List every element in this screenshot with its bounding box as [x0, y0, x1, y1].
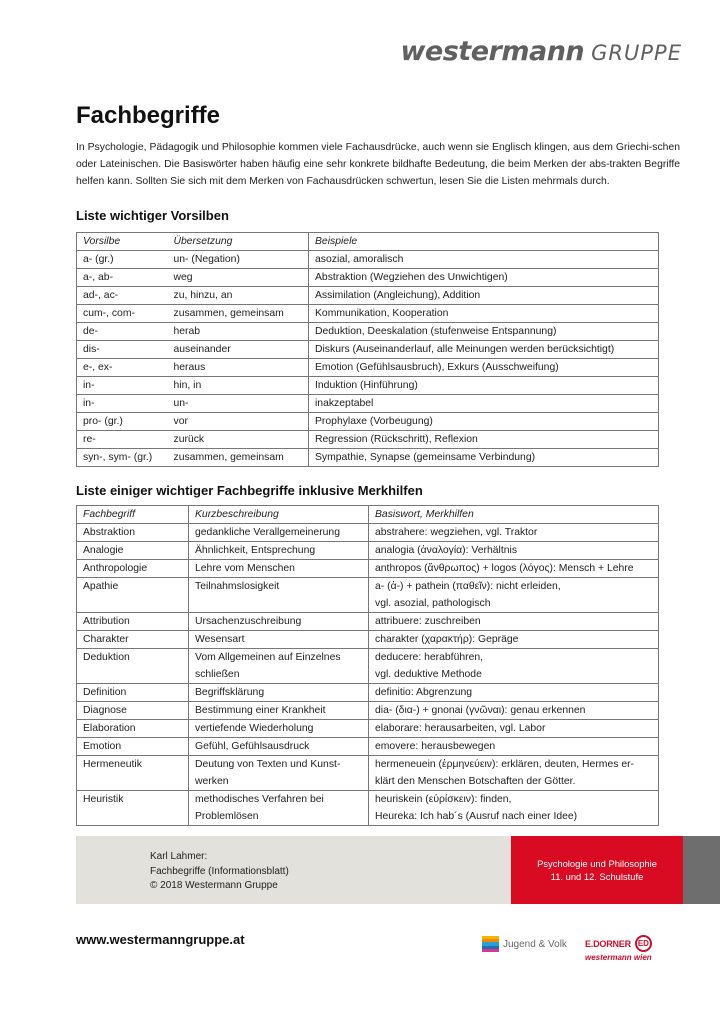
- term-cell: Diagnose: [77, 702, 189, 720]
- jugend-volk-text: Jugend & Volk: [503, 938, 567, 950]
- column-header: Beispiele: [309, 233, 659, 251]
- base-word-cell: [369, 613, 659, 631]
- description-cell-line: gedankliche Verallgemeinerung: [195, 527, 340, 538]
- base-word-cell: [369, 791, 659, 826]
- table-row: [77, 359, 659, 377]
- description-cell: [189, 791, 369, 826]
- base-word-cell-line: anthropos (ἄνθρωπος) + logos (λόγος): Mensch + Lehre: [375, 563, 634, 574]
- base-word-cell: [369, 578, 659, 613]
- footer-doc-title: Fachbegriffe (Informationsblatt): [150, 865, 289, 877]
- base-word-cell: [369, 542, 659, 560]
- term-cell: Anthropologie: [77, 560, 189, 578]
- table-row: [77, 791, 659, 826]
- description-cell-line: Gefühl, Gefühlsausdruck: [195, 741, 310, 752]
- table-header-row: [77, 233, 659, 251]
- base-word-cell-line: a- (ἀ-) + pathein (παθεῖν): nicht erleiden,: [375, 581, 561, 592]
- column-header: Übersetzung: [168, 233, 309, 251]
- base-word-cell-line: deducere: herabführen,: [375, 652, 484, 663]
- description-cell-line: vertiefende Wiederholung: [195, 723, 314, 734]
- translation-cell: herab: [168, 323, 309, 341]
- description-cell: [189, 631, 369, 649]
- table-header-row: [77, 506, 659, 524]
- examples-cell: Induktion (Hinführung): [309, 377, 659, 395]
- examples-cell: Regression (Rückschritt), Reflexion: [309, 431, 659, 449]
- term-cell: Elaboration: [77, 720, 189, 738]
- table-row: [77, 542, 659, 560]
- description-cell: [189, 702, 369, 720]
- translation-cell: un-: [168, 395, 309, 413]
- description-cell-line: Ursachenzuschreibung: [195, 616, 302, 627]
- translation-cell: zusammen, gemeinsam: [168, 305, 309, 323]
- column-header: Vorsilbe: [77, 233, 168, 251]
- brand-sub: GRUPPE: [591, 41, 682, 65]
- prefix-cell: a- (gr.): [77, 251, 168, 269]
- table-row: [77, 413, 659, 431]
- westermann-logo: [400, 36, 682, 67]
- base-word-cell-line: dia- (δια-) + gnonai (γνῶναι): genau erkennen: [375, 705, 586, 716]
- base-word-cell-line: emovere: herausbewegen: [375, 741, 496, 752]
- examples-cell: Abstraktion (Wegziehen des Unwichtigen): [309, 269, 659, 287]
- intro-paragraph: In Psychologie, Pädagogik und Philosophie kommen viele Fachausdrücke, auch wenn sie Englisch klingen, aus dem Griechi-schen oder Lateinischen. Die Basiswörter haben häufig eine sehr konkrete bildhafte Bedeutung, die beim Merken der abs-trakten Begriffe helfen kann. Sollten Sie sich mit dem Merken von Fachausdrücken schwertun, lesen Sie die Listen mehrmals durch.: [76, 142, 680, 188]
- prefixes-heading: Liste wichtiger Vorsilben: [76, 208, 229, 223]
- translation-cell: hin, in: [168, 377, 309, 395]
- dorner-ed-icon: ED: [635, 935, 652, 952]
- table-row: [77, 560, 659, 578]
- base-word-cell-line: klärt den Menschen Botschaften der Götter.: [375, 776, 576, 787]
- examples-cell: Prophylaxe (Vorbeugung): [309, 413, 659, 431]
- base-word-cell: [369, 756, 659, 791]
- table-row: [77, 578, 659, 613]
- translation-cell: zusammen, gemeinsam: [168, 449, 309, 467]
- website-link[interactable]: www.westermanngruppe.at: [76, 932, 245, 947]
- table-row: [77, 287, 659, 305]
- examples-cell: inakzeptabel: [309, 395, 659, 413]
- table-row: [77, 702, 659, 720]
- description-cell: [189, 738, 369, 756]
- prefix-cell: re-: [77, 431, 168, 449]
- prefix-cell: a-, ab-: [77, 269, 168, 287]
- prefixes-table: [76, 232, 659, 467]
- table-row: [77, 395, 659, 413]
- table-row: [77, 431, 659, 449]
- term-cell: Deduktion: [77, 649, 189, 684]
- footer-credits-panel: [76, 836, 511, 904]
- base-word-cell: [369, 684, 659, 702]
- table-row: [77, 305, 659, 323]
- footer-bar: [76, 836, 720, 904]
- description-cell-line: Problemlösen: [195, 811, 259, 822]
- table-row: [77, 449, 659, 467]
- description-cell-line: Lehre vom Menschen: [195, 563, 295, 574]
- base-word-cell-line: Heureka: Ich hab´s (Ausruf nach einer Idee): [375, 811, 578, 822]
- description-cell-line: Teilnahmslosigkeit: [195, 581, 280, 592]
- terms-table: [76, 505, 659, 826]
- base-word-cell-line: attribuere: zuschreiben: [375, 616, 481, 627]
- footer-accent-block: [683, 836, 720, 904]
- description-cell: [189, 560, 369, 578]
- description-cell: [189, 524, 369, 542]
- translation-cell: heraus: [168, 359, 309, 377]
- base-word-cell-line: vgl. asozial, pathologisch: [375, 598, 491, 609]
- examples-cell: Emotion (Gefühlsausbruch), Exkurs (Ausschweifung): [309, 359, 659, 377]
- footer-grade: 11. und 12. Schulstufe: [550, 871, 644, 882]
- description-cell: [189, 649, 369, 684]
- base-word-cell-line: charakter (χαρακτήρ): Gepräge: [375, 634, 519, 645]
- dorner-sub: westermann wien: [585, 953, 652, 962]
- examples-cell: Assimilation (Angleichung), Addition: [309, 287, 659, 305]
- footer-subject: Psychologie und Philosophie: [537, 858, 657, 869]
- term-cell: Charakter: [77, 631, 189, 649]
- term-cell: Abstraktion: [77, 524, 189, 542]
- base-word-cell: [369, 649, 659, 684]
- prefix-cell: dis-: [77, 341, 168, 359]
- dorner-logo: [585, 935, 652, 962]
- description-cell-line: Begriffsklärung: [195, 687, 265, 698]
- translation-cell: zurück: [168, 431, 309, 449]
- table-row: [77, 377, 659, 395]
- base-word-cell: [369, 631, 659, 649]
- jugend-volk-stripes-icon: [482, 936, 499, 952]
- base-word-cell-line: vgl. deduktive Methode: [375, 669, 482, 680]
- prefix-cell: de-: [77, 323, 168, 341]
- table-row: [77, 631, 659, 649]
- term-cell: Attribution: [77, 613, 189, 631]
- base-word-cell-line: definitio: Abgrenzung: [375, 687, 473, 698]
- base-word-cell-line: heuriskein (εὑρίσκειν): finden,: [375, 794, 512, 805]
- column-header: Fachbegriff: [77, 506, 189, 524]
- base-word-cell: [369, 720, 659, 738]
- term-cell: Apathie: [77, 578, 189, 613]
- table-row: [77, 649, 659, 684]
- table-row: [77, 738, 659, 756]
- base-word-cell: [369, 738, 659, 756]
- description-cell: [189, 720, 369, 738]
- prefix-cell: cum-, com-: [77, 305, 168, 323]
- translation-cell: vor: [168, 413, 309, 431]
- prefix-cell: in-: [77, 395, 168, 413]
- base-word-cell-line: elaborare: herausarbeiten, vgl. Labor: [375, 723, 546, 734]
- translation-cell: zu, hinzu, an: [168, 287, 309, 305]
- term-cell: Hermeneutik: [77, 756, 189, 791]
- description-cell-line: Vom Allgemeinen auf Einzelnes: [195, 652, 341, 663]
- term-cell: Definition: [77, 684, 189, 702]
- table-row: [77, 323, 659, 341]
- footer-author: Karl Lahmer:: [150, 851, 208, 862]
- table-row: [77, 269, 659, 287]
- jugend-volk-logo: [482, 936, 567, 952]
- table-row: [77, 684, 659, 702]
- table-row: [77, 720, 659, 738]
- prefix-cell: e-, ex-: [77, 359, 168, 377]
- table-row: [77, 341, 659, 359]
- page-title: Fachbegriffe: [76, 102, 221, 129]
- description-cell-line: Wesensart: [195, 634, 245, 645]
- base-word-cell: [369, 524, 659, 542]
- base-word-cell-line: analogia (ἀναλογία): Verhältnis: [375, 545, 518, 556]
- description-cell-line: Deutung von Texten und Kunst-: [195, 759, 341, 770]
- examples-cell: Diskurs (Auseinanderlauf, alle Meinungen werden berücksichtigt): [309, 341, 659, 359]
- examples-cell: Deduktion, Deeskalation (stufenweise Entspannung): [309, 323, 659, 341]
- table-row: [77, 756, 659, 791]
- prefix-cell: ad-, ac-: [77, 287, 168, 305]
- examples-cell: Sympathie, Synapse (gemeinsame Verbindung): [309, 449, 659, 467]
- table-row: [77, 524, 659, 542]
- description-cell: [189, 542, 369, 560]
- term-cell: Emotion: [77, 738, 189, 756]
- base-word-cell: [369, 560, 659, 578]
- examples-cell: Kommunikation, Kooperation: [309, 305, 659, 323]
- description-cell-line: Ähnlichkeit, Entsprechung: [195, 545, 316, 556]
- translation-cell: weg: [168, 269, 309, 287]
- prefix-cell: syn-, sym- (gr.): [77, 449, 168, 467]
- term-cell: Heuristik: [77, 791, 189, 826]
- term-cell: Analogie: [77, 542, 189, 560]
- prefix-cell: pro- (gr.): [77, 413, 168, 431]
- description-cell-line: werken: [195, 776, 229, 787]
- column-header: Kurzbeschreibung: [189, 506, 369, 524]
- column-header: Basiswort, Merkhilfen: [369, 506, 659, 524]
- terms-heading: Liste einiger wichtiger Fachbegriffe inklusive Merkhilfen: [76, 483, 423, 498]
- description-cell: [189, 613, 369, 631]
- description-cell: [189, 578, 369, 613]
- dorner-name: E.DORNER: [585, 938, 631, 949]
- footer-subject-panel: [511, 836, 683, 904]
- translation-cell: un- (Negation): [168, 251, 309, 269]
- description-cell-line: Bestimmung einer Krankheit: [195, 705, 326, 716]
- base-word-cell-line: abstrahere: wegziehen, vgl. Traktor: [375, 527, 538, 538]
- translation-cell: auseinander: [168, 341, 309, 359]
- description-cell-line: schließen: [195, 669, 240, 680]
- footer-copyright: © 2018 Westermann Gruppe: [150, 880, 278, 891]
- base-word-cell: [369, 702, 659, 720]
- prefix-cell: in-: [77, 377, 168, 395]
- table-row: [77, 613, 659, 631]
- description-cell-line: methodisches Verfahren bei: [195, 794, 324, 805]
- examples-cell: asozial, amoralisch: [309, 251, 659, 269]
- base-word-cell-line: hermeneuein (ἑρμηνεύειν): erklären, deuten, Hermes er-: [375, 759, 635, 770]
- description-cell: [189, 756, 369, 791]
- description-cell: [189, 684, 369, 702]
- table-row: [77, 251, 659, 269]
- brand-main: westermann: [400, 36, 585, 67]
